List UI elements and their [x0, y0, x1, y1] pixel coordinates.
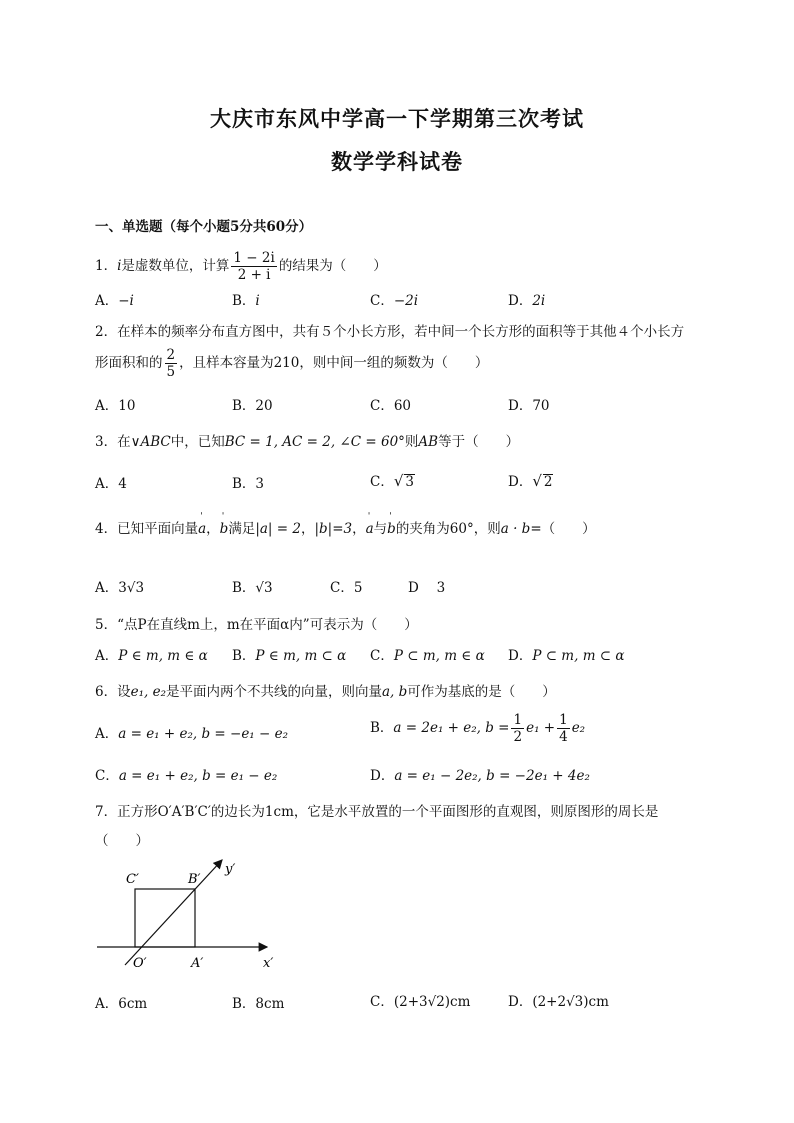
label-y: y′ [225, 862, 236, 877]
q1-text-a: 是虚数单位，计算 [121, 258, 230, 274]
q1-option-d[interactable]: D．2i [508, 293, 546, 309]
q5-option-b[interactable]: B．P ∈ m, m ⊂ α [232, 648, 347, 664]
q1-fraction: $\frac{1 - 2i}{2 + i}$ [233, 250, 275, 283]
q1-text-b: 的结果为（ ） [278, 258, 387, 274]
q6-option-b[interactable]: B．a = 2e₁ + e₂, b = $\frac{1}{2}$ e₁ + $\frac{1}{4}$ e₂ [370, 712, 586, 745]
question-5: 5．“点P在直线m上，m在平面α内”可表示为（ ） [95, 617, 418, 633]
q7-figure [95, 855, 295, 975]
square-oabc [135, 889, 195, 947]
q4-option-c[interactable]: C．5 [330, 580, 363, 596]
q4-option-a[interactable]: A．3√3 [95, 580, 145, 596]
q2-option-a[interactable]: A．10 [95, 398, 136, 414]
q6-option-a[interactable]: A．a = e₁ + e₂, b = −e₁ − e₂ [95, 726, 289, 742]
label-c: C′ [126, 872, 139, 887]
question-2-line2: 形面积和的 $\frac{2}{5}$ ，且样本容量为210，则中间一组的频数为（ ） [95, 347, 489, 380]
q7-option-b[interactable]: B．8cm [232, 996, 285, 1012]
section-heading: 一、单选题（每个小题5分共60分） [95, 219, 313, 235]
q1-var: i [117, 258, 122, 274]
q7-option-a[interactable]: A．6cm [95, 996, 148, 1012]
label-b: B′ [188, 872, 201, 887]
q6-option-d[interactable]: D．a = e₁ − 2e₂, b = −2e₁ + 4e₂ [370, 768, 590, 784]
q2-fraction: $\frac{2}{5}$ [166, 347, 176, 380]
q7-option-c[interactable]: C．(2+3√2)cm [370, 994, 471, 1010]
question-3: 3．在∨ABC中，已知BC = 1, AC = 2, ∠C = 60°则AB等于（ ） [95, 434, 520, 450]
q1-option-a[interactable]: A．−i [95, 293, 134, 309]
q2-option-c[interactable]: C．60 [370, 398, 412, 414]
q3-option-b[interactable]: B．3 [232, 476, 265, 492]
q1-option-b[interactable]: B．i [232, 293, 260, 309]
question-7-line1: 7．正方形O′A′B′C′的边长为1cm，它是水平放置的一个平面图形的直观图，则原图形的周长是 [95, 804, 659, 820]
question-1 [95, 250, 387, 283]
q3-option-c[interactable]: C．√ 3 [370, 472, 414, 490]
label-o: O′ [133, 956, 147, 971]
question-7-line2: （ ） [95, 833, 149, 849]
exam-title: 大庆市东风中学高一下学期第三次考试 [210, 106, 584, 131]
q5-option-a[interactable]: A．P ∈ m, m ∈ α [95, 648, 208, 664]
q3-option-a[interactable]: A．4 [95, 476, 127, 492]
label-x: x′ [263, 956, 274, 971]
q3-option-d[interactable]: D．√ 2 [508, 472, 553, 490]
q5-option-c[interactable]: C．P ⊂ m, m ∈ α [370, 648, 485, 664]
y-axis [125, 860, 222, 965]
q5-option-d[interactable]: D．P ⊂ m, m ⊂ α [508, 648, 625, 664]
question-6: 6．设e₁, e₂是平面内两个不共线的向量，则向量a, b可作为基底的是（ ） [95, 684, 556, 700]
q4-option-b[interactable]: B．√3 [232, 580, 273, 596]
label-a: A′ [191, 956, 204, 971]
vector-b: ˈ b [220, 521, 229, 537]
q4-option-d[interactable]: D 3 [408, 580, 446, 596]
question-2-line1: 2．在样本的频率分布直方图中，共有５个小长方形，若中间一个长方形的面积等于其他４个小长方 [95, 324, 685, 340]
exam-subtitle: 数学学科试卷 [331, 149, 463, 174]
q2-option-b[interactable]: B．20 [232, 398, 273, 414]
question-4: 4．已知平面向量ˈ a，ˈ b满足|a| = 2，|b|=3，ˈ a与ˈ b的夹角为60°，则a · b=（ ） [95, 517, 596, 537]
q6-option-c[interactable]: C．a = e₁ + e₂, b = e₁ − e₂ [95, 768, 278, 784]
q1-option-c[interactable]: C．−2i [370, 293, 419, 309]
q2-option-d[interactable]: D．70 [508, 398, 550, 414]
vector-a: ˈ a [198, 521, 206, 537]
q1-number: 1． [95, 258, 118, 274]
q7-option-d[interactable]: D．(2+2√3)cm [508, 994, 609, 1010]
